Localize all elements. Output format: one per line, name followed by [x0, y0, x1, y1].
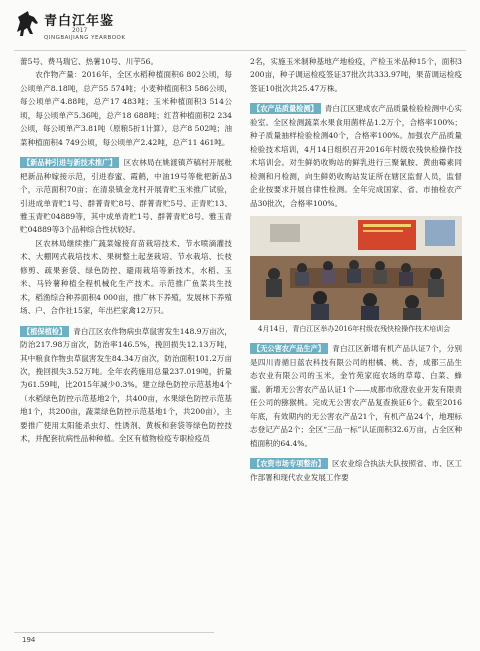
- photo-caption: 4月14日，青白江区举办2016年村级农残快检操作技术培训会: [258, 324, 451, 333]
- left-column: [20, 55, 232, 446]
- section-new-varieties: [20, 156, 232, 237]
- section-tag: 【植保植检】: [20, 326, 69, 337]
- continued-paragraph: 2名，实施玉米制种基地产地检疫，产检玉米品种15个，面积3 200亩，种子调运检疫签证37批次共333.97吨，果苗调运检疫签证10批次共25.47万株。: [250, 57, 462, 93]
- header-divider: [14, 50, 466, 51]
- right-column: [250, 55, 462, 484]
- page-header: [14, 8, 466, 52]
- section-tag: 【农产品质量检测】: [250, 103, 321, 114]
- yearbook-year: 2017: [72, 27, 88, 34]
- section-text: 区农业综合执法大队按照省、市、区工作部署和现代农业发展工作要: [250, 459, 462, 482]
- section-pollution-free: [250, 342, 462, 450]
- section-text: 区农林局在姚渡镇芦稿村开展枇杷新品种嫁接示范，引进春蜜、霞鹤，中油19号等枇杷新品3个，示范面积70亩；在清泉镇金龙村开展青贮玉米推广试验，引进成单青贮1号、群菁青贮8号、群菁青贮5号、正青贮13、雅玉青贮04889等，其中成单青贮1号、群菁青贮8号、雅玉青贮04889等3个品种综合性状较好。: [20, 158, 232, 235]
- section-text: 青白江区农作物病虫草鼠害发生148.9万亩次，防治217.98万亩次，防治率146.5%，挽回损失12.13万吨，其中粮食作物虫草鼠害发生84.34万亩次，防治面积101.2万亩次，挽回损失3.52万吨。全年农药施用总量237.019吨，折量为61.59吨，比2015年减少0.3%。建立绿色防控示范基地4个（水稻绿色防控示范基地2个，共400亩，水果绿色防控示范基地1个，共200亩，蔬菜绿色防控示范基地1个，共200亩），主要推广使用太阳能杀虫灯、性诱剂、黄板和套袋等绿色防控技术，并配套抗病性品种种植。全区有植物检疫专职检疫员: [20, 326, 232, 444]
- page-number: 194: [22, 636, 36, 644]
- training-meeting-photo: [250, 216, 462, 320]
- footer-divider: [14, 632, 214, 633]
- continued-paragraph: 蕾5号、费马瑞它、热薯10号、川芋56。: [20, 57, 159, 66]
- section-quality-testing: [250, 102, 462, 210]
- crop-output-paragraph: 农作物产量：2016年，全区水稻种植面积6 802公顷，每公顷单产8.18吨，总产55 574吨；小麦种植面积3 586公顷，每公顷单产4.88吨，总产17 483吨；玉米种植面积3 514公顷，每公顷单产5.36吨，总产18 688吨；红苕种植面积2 234公顷，每公顷单产3.81吨（原粮5折1计算），总产8 502吨；油菜种植面积4 749公顷，每公顷单产2.42吨，总产11 461吨。: [20, 70, 232, 147]
- section-text: 青白江区新增有机产品认证7个，分别是四川青循日蓝农科技有限公司的柑橘、桃、杏，成都三品生态农业有限公司的玉米，金竹苑家庭农场的草莓、白菜、蜂蜜。新增无公害农产品认证1个——成都市欣澄农业开发有限责任公司的猕猴桃。完成无公害农产品复查换证6个。截至2016年底，有效期内的无公害农产品21个，有机产品24个，地理标志登记产品2个；全区“三品一标”认证面积32.6万亩，占全区种植面积的64.4%。: [250, 344, 462, 448]
- section-market-rectification: [250, 457, 462, 484]
- section-plant-protection: [20, 325, 232, 446]
- section-text: 青白江区建成农产品质量检验检测中心实验室。全区检测蔬菜水果食用菌样品1.2万个，合格率100%；种子质量抽样检验检测40个，合格率100%。加强农产品质量检验技术培训，4月14日组织召开2016年村级农残快检操作技术培训会。对生鲜奶收购站的鲜乳进行三聚氰胺、黄曲霉素同检测和月检测，向生鲜奶收购站发证所在辖区监督人员，监督企业按要求开展自律性检测。全年完成国家、省、市抽检农产品30批次，合格率100%。: [250, 104, 462, 208]
- section-tag: 【新品种引进与新技术推广】: [20, 157, 119, 168]
- tech-promotion-paragraph: 区农林局继续推广蔬菜嫁接育苗栽培技术、节水喷滴灌技术、大棚网式栽培技术、果树整土起垄栽培、节水栽培、长枝修剪、疏果套袋、绿色防控、避雨栽培等新技术，水稻、玉米、马铃薯种植全程机械化生产技术。示范推广鱼菜共生技术，稻渔综合种养面积4 000亩，推广林下养殖，发展林下养殖场、户、合作社15家，年出栏家禽12万只。: [20, 238, 232, 316]
- section-tag: 【农资市场专项整治】: [250, 458, 328, 469]
- yearbook-title: 青白江年鉴: [44, 14, 115, 29]
- meeting-photo-image: [250, 216, 462, 320]
- horse-logo-icon: [14, 8, 42, 38]
- section-tag: 【无公害农产品生产】: [250, 343, 328, 354]
- yearbook-subtitle: QINGBAIJIANG YEARBOOK: [44, 35, 126, 41]
